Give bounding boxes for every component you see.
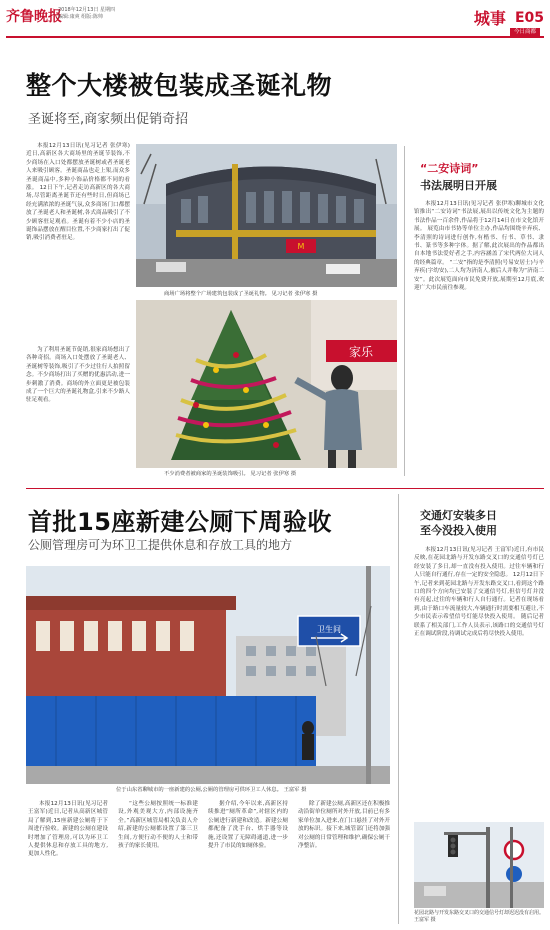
traffic-light-image [414, 822, 544, 908]
second-body-col3: 据介绍,今年以来,高新区持续推进“厕所革命”,对辖区内的公厕进行新建和改造。新建公厕都配备了洗手台、烘手器等设施,还设置了无障碍通道,进一步提升了市民的如厕体验。 [208, 801, 288, 850]
newspaper-logo: 齐鲁晚报 [6, 9, 62, 25]
section-name: 城事 [473, 9, 506, 28]
masthead-meta [58, 7, 115, 21]
section-header [424, 6, 544, 40]
sidebar-bottom-title [420, 508, 497, 538]
main-headline: 整个大楼被包装成圣诞礼物 [26, 71, 333, 100]
sidebar-bottom-title-line2: 至今没投入使用 [420, 524, 497, 537]
main-subhead: 圣诞将至,商家频出促销奇招 [28, 112, 189, 127]
sidebar-top-quote-title: “二安诗词” [420, 162, 479, 175]
sidebar-top-title: 书法展明日开展 [420, 179, 497, 192]
svg-text:M: M [297, 242, 305, 251]
date-line: 2018年12月13日 星期四 [58, 7, 116, 13]
tree-photo [136, 300, 397, 468]
main-body-col2: 为了利用圣诞节促销,很家商场想出了各种奇招。商场入口处摆放了圣诞老人、圣诞树等装饰,吸引了不少过往行人拍照留念。不少商场打出了买赠的优惠活动,进一步刺激了消费。商场的外立面更是被包装成了一个巨大的圣诞礼物盒,引来不少路人驻足观看。 [26, 347, 130, 404]
second-body-col2: “这些公厕按照统一标准建设,外观美观大方,内部设施齐全。”高新区城管局相关负责人介绍,新建的公厕都设置了第三卫生间,方便行动不便的人士和带孩子的家长使用。 [118, 801, 198, 850]
christmas-tree-image [136, 300, 397, 468]
editors-line: 编辑:康爽 组版:陈帅 [58, 14, 103, 20]
tree-photo-caption: 不少消费者被商家的圣诞装饰吸引。 见习记者 张伊寒 摄 [164, 471, 297, 477]
second-body-col4: 除了新建公厕,高新区还在积极推动沿街单位厕所对外开放,目前已有多家单位加入进来,在门口悬挂了对外开放的标识。接下来,城管部门还将加强对公厕的日常管理和维护,确保公厕干净整洁。 [298, 801, 390, 850]
mall-photo [136, 144, 397, 287]
second-subhead: 公厕管理房可为环卫工提供休息和存放工具的地方 [28, 538, 293, 552]
mall-building-image [136, 144, 397, 287]
sidebar-top-body: 本报12月13日讯(见习记者 张伊寒)聊城市文化馆推出“二安诗词”书法展,展出以传统文化为主题的书法作品一百余件,作品将于12月14日在市文化馆开展。 展览由市书协等单位主办,作品均围绕辛弃疾、李清照的诗词进行创作,有楷书、行书、草书、隶书、篆书等多种字体。据了解,此次展出的作品都出自本地书法爱好者之手,内容涵盖了宋代两位大词人的经典篇章。 “二安”指的是李清照(号易安居士)与辛弃疾(字幼安),二人均为济南人,被后人并称为“济南二安”。此次展览面向市民免费开放,展期至12月底,欢迎广大市民前往参观。 [414, 201, 544, 292]
second-headline: 首批15座新建公厕下周验收 [28, 508, 332, 536]
main-body-col1: 本报12月13日讯(见习记者 张伊寒)近日,高新区各大商场里的圣诞节装饰,不少商场在入口处都摆放圣诞树或者圣诞老人来吸引顾客。圣诞商品也走上架,而众多圣诞商品中,多种小饰品价格都不同的看涨。 12日下午,记者走访高新区的各大商场,尽管距离圣诞节还有些时日,但商场已经充满浓浓的圣诞气氛,众多商场门口都摆放了圣诞老人和圣诞树,各式商品吸引了不少顾客驻足观看。圣诞有着不少小店的圣诞饰品摆放在醒目位置,不少商家打出了促销,吸引消费者驻足。 [26, 143, 130, 242]
mall-photo-caption: 商场广场将整个广场建筑包装成了圣诞礼物。 见习记者 张伊寒 摄 [164, 291, 318, 297]
mid-rule [26, 488, 544, 489]
second-body-col1: 本报12月13日讯(见习记者 王富军)近日,记者从高新区城管局了解到,15座新建公厕将于下周进行验收。新建的公厕在建设时增加了管理房,可以为环卫工人提供休息和存放工具的地方,更加人性化。 [28, 801, 108, 858]
public-toilet-image [26, 566, 390, 784]
section-tag: 今日商都 [510, 28, 540, 36]
page-number: E05 [514, 9, 544, 26]
toilet-photo-caption: 位于山东省聊城市的一座新建的公厕,公厕的管理房可供环卫工人休息。 王富军 摄 [116, 787, 307, 793]
header-rule [6, 36, 544, 38]
sidebar-divider-bottom [398, 494, 399, 924]
sidebar-bottom-title-line1: 交通灯安装多日 [420, 509, 497, 522]
traffic-photo-caption: 花园北路与开发东路交叉口的交通信号灯却迟迟没有启用。 王富军 摄 [414, 910, 545, 923]
traffic-light-photo [414, 822, 544, 908]
sidebar-bottom-body: 本报12月13日讯(见习记者 王富军)近日,有市民反映,在花园北路与开发东路交叉口的交通信号灯已经安装了多日,却一直没有投入使用。过往车辆和行人只能自行通行,存在一定的安全隐患。 12月12日下午,记者来到花园北路与开发东路交叉口,看到这个路口的四个方向均已安装了交通信号灯,但信号灯并没有亮起,过往的车辆和行人自行通行。记者在现场看到,由于路口车流量较大,车辆通行时需要相互避让,不少市民表示希望信号灯能尽快投入使用。 随后记者联系了相关部门,工作人员表示,该路口的交通信号灯正在调试阶段,待调试完成后将尽快投入使用。 [414, 547, 544, 638]
sign-text: 卫生间 [317, 625, 341, 634]
svg-text:家乐: 家乐 [348, 345, 374, 359]
toilet-photo [26, 566, 390, 784]
sidebar-divider-top [404, 146, 405, 476]
